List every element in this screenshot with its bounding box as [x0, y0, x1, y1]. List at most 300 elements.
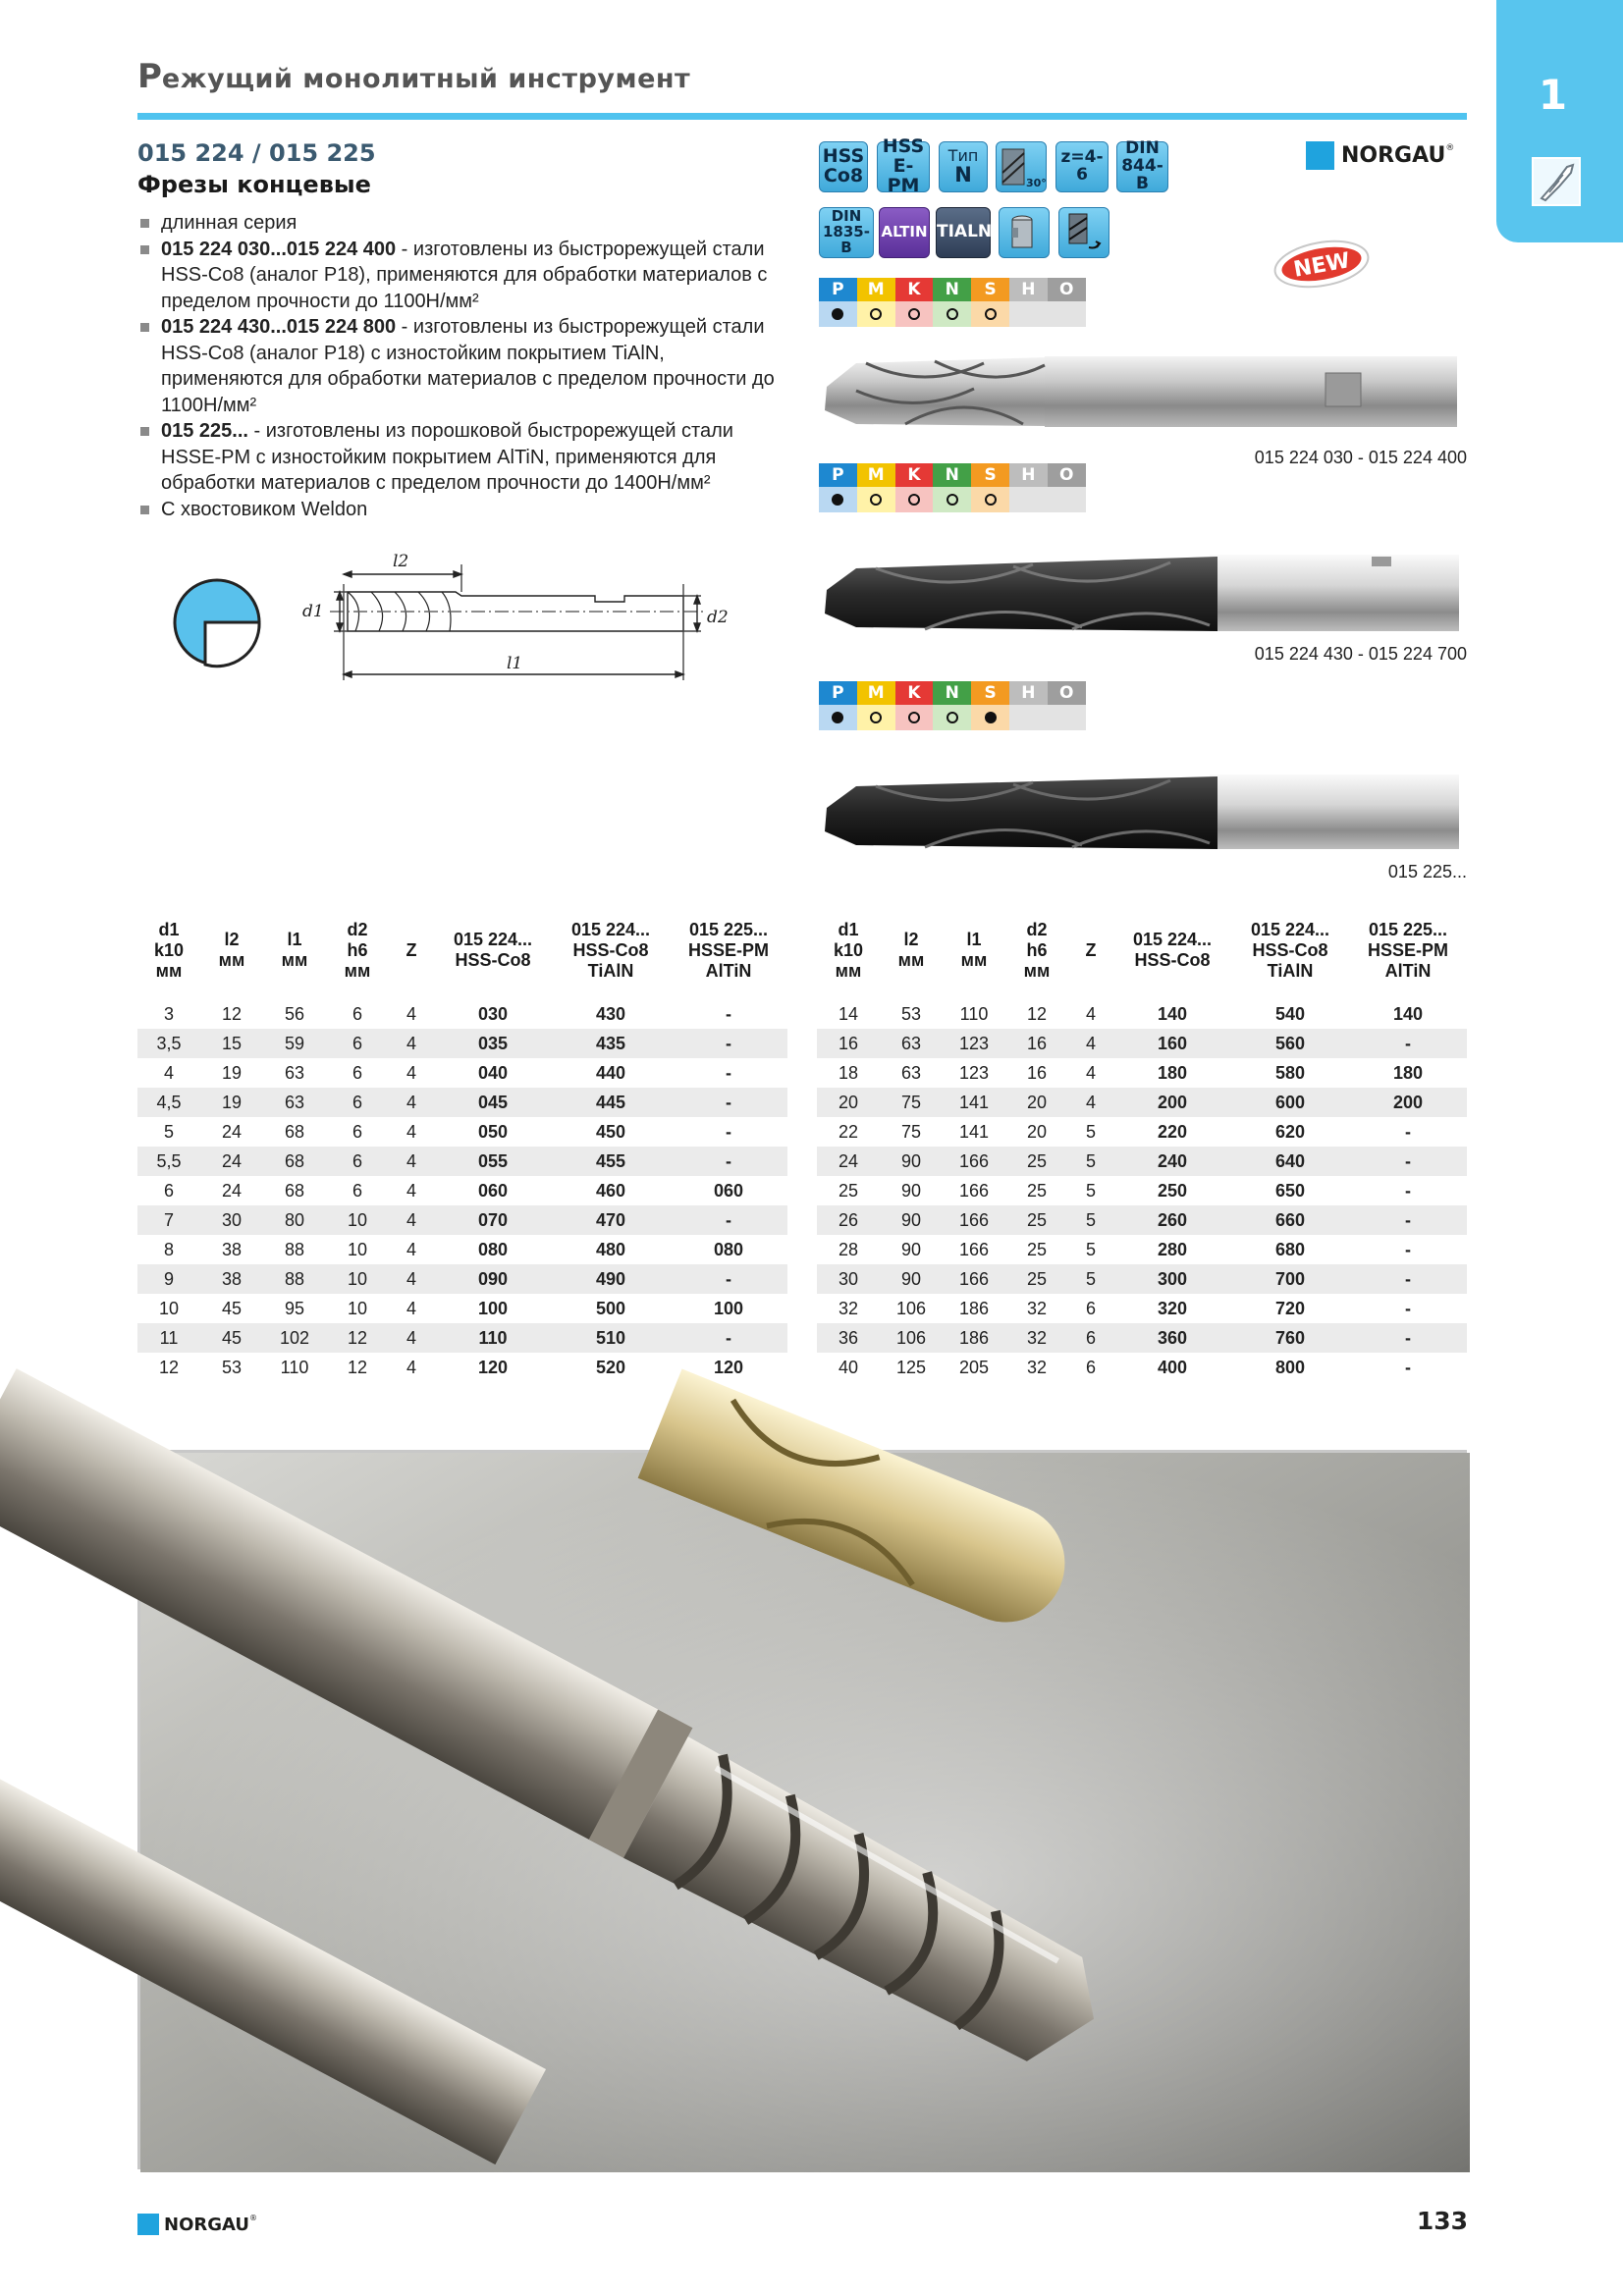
material-suitability-h [1009, 705, 1048, 730]
material-group-o: O [1048, 681, 1086, 705]
table-cell: - [1349, 1264, 1467, 1294]
registered-mark: ® [1445, 143, 1455, 153]
table-cell: 12 [158, 1357, 180, 1377]
table-cell: 3,5 [137, 1029, 200, 1058]
table-cell: 10 [326, 1205, 389, 1235]
label-l2: l2 [393, 552, 409, 571]
table-cell: 15 [200, 1029, 263, 1058]
din-1835-badge: DIN 1835-B [819, 207, 874, 258]
table-cell: 030 [477, 1003, 509, 1024]
table-cell: 12 [326, 1323, 389, 1353]
table-cell: 24 [200, 1147, 263, 1176]
footer-registered-mark: ® [249, 2214, 257, 2222]
material-group-m: M [857, 463, 895, 487]
table-cell: 3 [163, 1003, 174, 1024]
table-cell: 30 [817, 1264, 880, 1294]
table-cell: 10 [347, 1298, 368, 1318]
col-d1: d1 k10 мм [153, 919, 185, 981]
table-cell: 300 [1113, 1264, 1231, 1294]
hss-co8-badge: HSS Co8 [819, 141, 868, 192]
helix-angle-icon [997, 143, 1047, 190]
material-suitability-p [819, 705, 857, 730]
table-row [137, 1058, 787, 1088]
feature-item: 015 224 030...015 224 400 - изготовлены из быстрорежущей стали HSS-Co8 (аналог Р18), применяются для обработки материалов с пределом прочности до 1100Н/мм² [137, 237, 785, 315]
table-cell: 4 [406, 1180, 416, 1201]
table-cell: 63 [284, 1062, 305, 1083]
table-cell: 53 [221, 1357, 243, 1377]
weldon-shank-badge [999, 207, 1050, 258]
chapter-tab[interactable] [1496, 0, 1623, 242]
material-suitability-s [971, 487, 1009, 512]
page-number: 133 [1416, 2207, 1468, 2235]
table-cell: 080 [713, 1239, 744, 1259]
type-n-badge: Тип N [939, 141, 988, 192]
table-cell: 800 [1274, 1357, 1306, 1377]
table-cell: 4 [406, 1298, 416, 1318]
table-cell: 123 [958, 1062, 990, 1083]
table-cell: 63 [263, 1088, 326, 1117]
table-cell: 360 [1113, 1323, 1231, 1353]
table-cell: 90 [880, 1264, 943, 1294]
table-cell: - [670, 1029, 787, 1058]
table-cell: 36 [817, 1323, 880, 1353]
dimension-diagram [291, 545, 752, 702]
footer-brand-name: NORGAU [164, 2214, 249, 2235]
material-group-m: M [857, 681, 895, 705]
table-cell: 16 [1005, 1029, 1068, 1058]
end-mills-photo [137, 1450, 1467, 2169]
table-cell: - [1405, 1357, 1411, 1377]
table-cell: 700 [1231, 1264, 1349, 1294]
table-cell: 25 [1005, 1264, 1068, 1294]
col-hss-co8: 015 224... HSS-Co8 [1132, 930, 1213, 970]
col-d1: d1 k10 мм [833, 919, 864, 981]
table-cell: 106 [895, 1298, 927, 1318]
label-l1: l1 [507, 654, 523, 673]
table-cell: 10 [347, 1239, 368, 1259]
table-cell: 4 [406, 1003, 416, 1024]
table-cell: 45 [200, 1323, 263, 1353]
table-cell: 4 [389, 1323, 434, 1353]
table-row [817, 1235, 1467, 1264]
suitable-dot-icon [947, 494, 958, 506]
table-cell: 060 [713, 1180, 744, 1201]
table-cell: - [1405, 1239, 1411, 1259]
table-cell: - [670, 1147, 787, 1176]
table-cell: 6 [326, 1029, 389, 1058]
table-cell: 63 [880, 1029, 943, 1058]
table-cell: 6 [1068, 1323, 1113, 1353]
table-cell: 050 [477, 1121, 509, 1142]
table-cell: 200 [1349, 1088, 1467, 1117]
material-suitability-o [1048, 705, 1086, 730]
material-group-n: N [933, 278, 971, 301]
material-group-n: N [933, 463, 971, 487]
col-l1: l1 мм [281, 930, 308, 970]
table-cell: 102 [263, 1323, 326, 1353]
table-cell: - [1405, 1180, 1411, 1201]
table-row [817, 1264, 1467, 1294]
table-cell: 26 [817, 1205, 880, 1235]
table-cell: 25 [838, 1180, 859, 1201]
table-cell: 166 [958, 1239, 990, 1259]
table-cell: 435 [552, 1029, 670, 1058]
table-cell: 53 [900, 1003, 922, 1024]
label-d1: d1 [302, 602, 324, 621]
tool-caption-1: 015 224 030 - 015 224 400 [1254, 448, 1467, 467]
teeth-count-badge: z=4-6 [1055, 141, 1109, 192]
material-suitability-n [933, 705, 971, 730]
table-cell: 4 [406, 1062, 416, 1083]
material-suitability-k [895, 487, 934, 512]
material-suitability-s [971, 705, 1009, 730]
table-cell: 5,5 [137, 1147, 200, 1176]
table-cell: 4 [389, 1205, 434, 1235]
table-row [137, 1029, 787, 1058]
material-suitability-o [1048, 301, 1086, 327]
table-row [817, 1294, 1467, 1323]
tool-caption-2: 015 224 430 - 015 224 700 [1254, 644, 1467, 664]
table-cell: 141 [943, 1088, 1005, 1117]
table-cell: 160 [1113, 1029, 1231, 1058]
table-cell: 106 [880, 1323, 943, 1353]
col-hss-co8-tialn: 015 224... HSS-Co8 TiAlN [570, 919, 651, 981]
table-cell: 110 [280, 1357, 309, 1377]
helix-angle-badge [996, 141, 1047, 192]
recommended-dot-icon [832, 308, 843, 320]
table-cell: 040 [477, 1062, 509, 1083]
material-group-k: K [895, 278, 934, 301]
table-cell: 600 [1231, 1088, 1349, 1117]
suitable-dot-icon [947, 308, 958, 320]
table-cell: 4 [1068, 1088, 1113, 1117]
table-cell: 205 [958, 1357, 990, 1377]
table-row [817, 1147, 1467, 1176]
table-cell: 28 [838, 1239, 859, 1259]
table-cell: 4 [406, 1239, 416, 1259]
material-suitability-s [971, 301, 1009, 327]
end-mill-icon [1532, 157, 1581, 206]
table-cell: 540 [1274, 1003, 1306, 1024]
table-cell: 90 [900, 1180, 922, 1201]
table-cell: 045 [434, 1088, 552, 1117]
table-cell: - [670, 1205, 787, 1235]
table-cell: 455 [552, 1147, 670, 1176]
material-group-h: H [1009, 463, 1048, 487]
table-row [817, 1205, 1467, 1235]
table-cell: 620 [1274, 1121, 1306, 1142]
brand-name: NORGAU [1341, 143, 1446, 168]
table-cell: 200 [1113, 1088, 1231, 1117]
brand-logo [1306, 141, 1454, 170]
table-cell: 19 [200, 1088, 263, 1117]
table-cell: 110 [434, 1323, 552, 1353]
table-cell: 6 [326, 1088, 389, 1117]
table-cell: 6 [352, 1121, 362, 1142]
table-cell: 6 [1085, 1357, 1096, 1377]
hss-epm-badge: HSS E-PM [877, 141, 930, 192]
table-row [137, 1205, 787, 1235]
table-cell: 5 [1085, 1121, 1096, 1142]
table-row [817, 1058, 1467, 1088]
end-mill-hss-image [817, 351, 1467, 435]
table-cell: 660 [1231, 1205, 1349, 1235]
table-cell: 30 [200, 1205, 263, 1235]
table-cell: 166 [943, 1205, 1005, 1235]
material-group-s: S [971, 463, 1009, 487]
table-cell: 6 [326, 1147, 389, 1176]
footer-brand-logo [137, 2214, 257, 2235]
feature-item: 015 225... - изготовлены из порошковой быстрорежущей стали HSSE-PM с изностойким покрытием AlTiN, применяются для обработки материалов с пределом прочности до 1400Н/мм² [137, 418, 785, 497]
col-z: Z [406, 939, 417, 960]
material-group-k: K [895, 463, 934, 487]
table-cell: 38 [200, 1264, 263, 1294]
material-suitability-n [933, 487, 971, 512]
table-row [817, 1323, 1467, 1353]
table-cell: 59 [263, 1029, 326, 1058]
spec-table-left [137, 901, 787, 1382]
cutting-direction-icon [1059, 210, 1105, 255]
material-suitability-m [857, 301, 895, 327]
material-groups-2 [819, 463, 1086, 510]
table-cell: 166 [943, 1264, 1005, 1294]
material-groups-3 [819, 681, 1086, 728]
end-mill-tialn-image [817, 553, 1467, 636]
recommended-dot-icon [832, 712, 843, 723]
table-cell: 140 [1392, 1003, 1424, 1024]
table-cell: 5 [163, 1121, 174, 1142]
table-cell: 400 [1157, 1357, 1188, 1377]
table-cell: 520 [595, 1357, 626, 1377]
table-cell: 220 [1157, 1121, 1188, 1142]
table-cell: 080 [477, 1239, 509, 1259]
table-cell: 4 [406, 1357, 416, 1377]
table-row [137, 999, 787, 1029]
material-group-n: N [933, 681, 971, 705]
table-cell: 7 [137, 1205, 200, 1235]
table-cell: 640 [1231, 1147, 1349, 1176]
table-cell: 440 [595, 1062, 626, 1083]
table-cell: 8 [163, 1239, 174, 1259]
table-cell: 430 [595, 1003, 626, 1024]
material-suitability-k [895, 705, 934, 730]
product-title: Фрезы концевые [137, 171, 371, 198]
material-group-p: P [819, 278, 857, 301]
table-cell: 490 [552, 1264, 670, 1294]
suitable-dot-icon [985, 308, 997, 320]
table-cell: 32 [1026, 1357, 1048, 1377]
table-cell: - [1349, 1147, 1467, 1176]
table-cell: 11 [137, 1323, 200, 1353]
table-cell: 4 [1085, 1003, 1096, 1024]
table-cell: 5 [1068, 1264, 1113, 1294]
spec-table-right [817, 901, 1467, 1382]
table-cell: 060 [477, 1180, 509, 1201]
table-row [137, 1088, 787, 1117]
table-cell: 25 [1005, 1147, 1068, 1176]
table-cell: 32 [1005, 1323, 1068, 1353]
table-cell: 24 [221, 1121, 243, 1142]
table-cell: 035 [434, 1029, 552, 1058]
table-cell: 166 [943, 1147, 1005, 1176]
table-row [137, 1147, 787, 1176]
feature-item: С хвостовиком Weldon [137, 497, 785, 523]
table-cell: 25 [1026, 1180, 1048, 1201]
corner-profile-icon [172, 577, 262, 667]
table-cell: 14 [838, 1003, 859, 1024]
suitable-dot-icon [870, 494, 882, 506]
page-title-rest: ежущий монолитный инструмент [161, 64, 691, 94]
tialn-coating-badge: TIALN [936, 207, 991, 258]
table-cell: 32 [838, 1298, 859, 1318]
svg-text:NEW: NEW [1291, 248, 1352, 283]
table-cell: 20 [1026, 1121, 1048, 1142]
page-title-initial: Р [137, 57, 162, 96]
table-cell: 250 [1157, 1180, 1188, 1201]
table-cell: 5 [1068, 1147, 1113, 1176]
table-cell: 280 [1157, 1239, 1188, 1259]
table-cell: 260 [1113, 1205, 1231, 1235]
table-row [817, 1117, 1467, 1147]
table-cell: 760 [1231, 1323, 1349, 1353]
table-cell: 500 [595, 1298, 626, 1318]
table-cell: 166 [958, 1180, 990, 1201]
table-cell: 24 [221, 1180, 243, 1201]
table-cell: 18 [838, 1062, 859, 1083]
material-suitability-o [1048, 487, 1086, 512]
col-hss-co8-tialn: 015 224... HSS-Co8 TiAlN [1250, 919, 1330, 981]
table-cell: 4 [389, 1264, 434, 1294]
tool-caption-3: 015 225... [1387, 862, 1467, 881]
table-cell: 4 [389, 1088, 434, 1117]
weldon-shank-icon [1000, 210, 1045, 255]
table-cell: 16 [1026, 1062, 1048, 1083]
table-cell: 480 [595, 1239, 626, 1259]
table-row [137, 1294, 787, 1323]
label-d2: d2 [707, 608, 729, 627]
table-cell: 110 [959, 1003, 989, 1024]
table-cell: 6 [163, 1180, 174, 1201]
col-hss-co8: 015 224... HSS-Co8 [453, 930, 533, 970]
table-cell: 5 [1085, 1180, 1096, 1201]
table-cell: 100 [713, 1298, 744, 1318]
table-cell: 120 [477, 1357, 509, 1377]
suitable-dot-icon [908, 712, 920, 723]
table-cell: 90 [900, 1239, 922, 1259]
cutting-direction-badge [1058, 207, 1109, 258]
table-cell: 12 [1026, 1003, 1048, 1024]
col-l2: l2 мм [218, 930, 245, 970]
col-hsse-pm-altin: 015 225... HSSE-PM AlTiN [1367, 919, 1448, 981]
brand-logo-square [1306, 141, 1334, 170]
table-cell: - [726, 1062, 731, 1083]
table-cell: 16 [817, 1029, 880, 1058]
suitable-dot-icon [908, 308, 920, 320]
material-group-s: S [971, 681, 1009, 705]
table-cell: - [726, 1121, 731, 1142]
material-group-o: O [1048, 463, 1086, 487]
table-cell: 4 [389, 1029, 434, 1058]
table-cell: 5 [1085, 1239, 1096, 1259]
table-cell: 19 [221, 1062, 243, 1083]
table-row [137, 1117, 787, 1147]
table-row [817, 1176, 1467, 1205]
col-l2: l2 мм [897, 930, 925, 970]
table-cell: 56 [284, 1003, 305, 1024]
material-group-h: H [1009, 278, 1048, 301]
material-suitability-m [857, 705, 895, 730]
table-cell: 68 [263, 1147, 326, 1176]
table-cell: 20 [817, 1088, 880, 1117]
feature-list [137, 210, 785, 522]
table-cell: 125 [895, 1357, 927, 1377]
table-row [137, 1235, 787, 1264]
table-cell: 650 [1274, 1180, 1306, 1201]
suitable-dot-icon [947, 712, 958, 723]
table-cell: 63 [900, 1062, 922, 1083]
table-cell: 90 [880, 1147, 943, 1176]
table-cell: - [670, 1088, 787, 1117]
table-cell: 25 [1005, 1205, 1068, 1235]
table-cell: 6 [1085, 1298, 1096, 1318]
table-cell: 720 [1274, 1298, 1306, 1318]
table-cell: 38 [221, 1239, 243, 1259]
table-cell: 32 [1026, 1298, 1048, 1318]
end-mill-altin-image [817, 771, 1467, 854]
col-hsse-pm-altin: 015 225... HSSE-PM AlTiN [687, 919, 769, 981]
feature-item: длинная серия [137, 210, 785, 237]
new-badge [1272, 239, 1371, 290]
table-cell: 6 [352, 1180, 362, 1201]
suitable-dot-icon [908, 494, 920, 506]
material-group-k: K [895, 681, 934, 705]
table-cell: 320 [1157, 1298, 1188, 1318]
table-cell: 12 [221, 1003, 243, 1024]
table-cell: 141 [958, 1121, 990, 1142]
table-cell: 445 [552, 1088, 670, 1117]
table-cell: 12 [347, 1357, 368, 1377]
table-cell: 090 [434, 1264, 552, 1294]
table-cell: 80 [263, 1205, 326, 1235]
table-cell: 68 [284, 1180, 305, 1201]
table-cell: 180 [1392, 1062, 1424, 1083]
table-cell: 10 [326, 1264, 389, 1294]
footer-logo-square [137, 2214, 159, 2235]
table-cell: 120 [713, 1357, 744, 1377]
table-cell: 45 [221, 1298, 243, 1318]
table-cell: 10 [158, 1298, 180, 1318]
material-suitability-n [933, 301, 971, 327]
page-title [137, 57, 690, 96]
material-group-h: H [1009, 681, 1048, 705]
din-844-badge: DIN 844-B [1116, 141, 1168, 192]
material-group-m: M [857, 278, 895, 301]
table-cell: - [1349, 1323, 1467, 1353]
table-cell: 580 [1274, 1062, 1306, 1083]
material-suitability-m [857, 487, 895, 512]
suitable-dot-icon [870, 712, 882, 723]
material-suitability-k [895, 301, 934, 327]
table-cell: - [1405, 1121, 1411, 1142]
table-cell: 4 [1085, 1062, 1096, 1083]
material-suitability-p [819, 301, 857, 327]
table-cell: 4,5 [137, 1088, 200, 1117]
col-d2: d2 h6 мм [344, 919, 371, 981]
material-suitability-p [819, 487, 857, 512]
table-cell: 75 [880, 1088, 943, 1117]
recommended-dot-icon [832, 494, 843, 506]
table-cell: 88 [284, 1239, 305, 1259]
